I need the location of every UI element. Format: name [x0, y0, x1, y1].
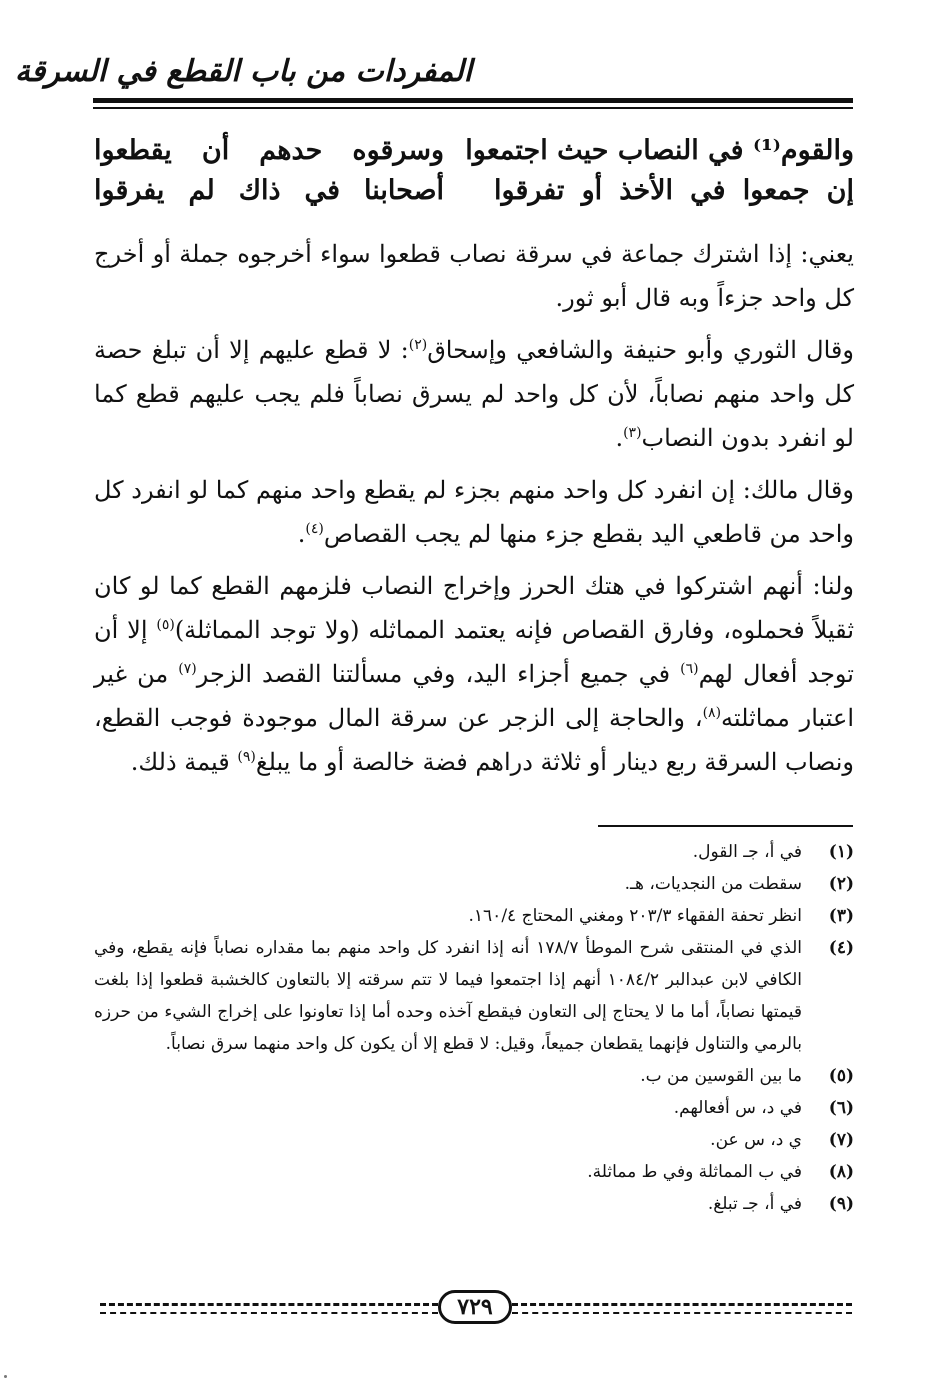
verse-line-1-left-hemistich: وسرقوه حدهم أن يقطعوا [94, 135, 444, 166]
main-body-text [94, 232, 854, 792]
page-number: ٧٢٩ [438, 1290, 512, 1324]
footnote-ref-4: (٤) [305, 521, 324, 537]
footnote-ref-8: (٨) [702, 705, 722, 721]
footnote-item [94, 868, 854, 900]
paragraph-3-text-a: وقال مالك: إن انفرد كل واحد منهم بجزء لم يقطع واحد منهم كما لو انفرد كل واحد من قاطعي اليد بقطع جزء منها لم يجب القصاص [94, 476, 854, 548]
paragraph-4-text-e: ، والحاجة إلى الزجر عن سرقة المال موجودة فوجب القطع، ونصاب السرقة ربع دينار أو ثلاثة دراهم فضة خالصة أو ما يبلغ [94, 704, 854, 776]
footnote-ref-5: (٥) [156, 617, 175, 633]
footnote-item [94, 1188, 854, 1220]
footnotes-list [94, 836, 854, 1220]
paragraph-4-text-d: من غير اعتبار مماثلته [94, 660, 855, 732]
footnote-item [94, 1124, 854, 1156]
footnote-ref-6: (٦) [680, 661, 699, 677]
header-rule [93, 98, 853, 103]
footnote-ref-3: (٣) [623, 425, 642, 441]
footnote-number: (٤) [828, 938, 854, 958]
footnote-number: (٨) [828, 1162, 854, 1182]
footnote-ref-7: (٧) [178, 661, 197, 677]
footer-dashed-rule-right [512, 1303, 852, 1306]
footnote-number: (٢) [828, 874, 854, 894]
footnote-item [94, 1092, 854, 1124]
paragraph-2 [94, 328, 854, 460]
footnote-ref-2: (٢) [408, 337, 428, 353]
verse-line-2-left-hemistich: أصحابنا في ذاك لم يفرقوا [94, 175, 444, 206]
footnote-text: في أ، جـ القول. [692, 842, 802, 862]
footnote-text: انظر تحفة الفقهاء ٢٠٣/٣ ومغني المحتاج ١٦٠/٤. [468, 906, 802, 926]
paragraph-4-text-f: قيمة ذلك. [130, 748, 238, 776]
footnote-number: (٣) [828, 906, 854, 926]
footnote-item [94, 1156, 854, 1188]
footnote-ref-9: (٩) [237, 749, 256, 765]
footnote-number: (٩) [828, 1194, 854, 1214]
paragraph-4 [94, 564, 854, 784]
paragraph-3-text-b: . [297, 520, 306, 548]
paragraph-1: يعني: إذا اشترك جماعة في سرقة نصاب قطعوا سواء أخرجوه جملة أو أخرج كل واحد جزءاً وبه قال أبو ثور. [94, 240, 854, 312]
footnote-text: في ب المماثلة وفي ط مماثلة. [587, 1162, 802, 1182]
footnote-text: ما بين القوسين من ب. [640, 1066, 802, 1086]
paragraph-3 [94, 468, 854, 556]
running-header-title: المفردات من باب القطع في السرقة [14, 54, 472, 89]
footnote-number: (١) [828, 842, 854, 862]
paragraph-2-text-a: وقال الثوري وأبو حنيفة والشافعي وإسحاق [427, 336, 854, 364]
footnote-item [94, 900, 854, 932]
paragraph-4-text-b: إلا أن توجد أفعال لهم [94, 616, 854, 688]
footer-dashed-rule-left [100, 1303, 438, 1306]
paragraph-4-text-a: ولنا: أنهم اشتركوا في هتك الحرز وإخراج النصاب فلزمهم القطع كما لو كان ثقيلاً فحملوه، وفارق القصاص فإنه يعتمد المماثله (ولا توجد المماثلة) [94, 572, 855, 644]
paragraph-4-text-c: في جميع أجزاء اليد، وفي مسألتنا القصد الزجر [196, 660, 681, 688]
footer-dashed-rule-left-lower [100, 1312, 438, 1314]
verse-line-2-right-hemistich: إن جمعوا في الأخذ أو تفرقوا [494, 175, 854, 206]
footnote-item [94, 932, 854, 1060]
footnote-text: سقطت من النجديات، هـ. [624, 874, 802, 894]
footnote-text: ي د، س عن. [710, 1130, 802, 1150]
header-rule-thin [93, 107, 853, 109]
verse-line-1-right-hemistich: والقوم⁽¹⁾ في النصاب حيث اجتمعوا [465, 135, 854, 166]
paragraph-2-text-b: : لا قطع عليهم إلا أن تبلغ حصة كل واحد منهم نصاباً، لأن كل واحد لم يسرق نصاباً فلم يجب عليهم قطع كما لو انفرد بدون النصاب [94, 336, 854, 452]
footnote-item [94, 1060, 854, 1092]
scan-speck [4, 1375, 7, 1378]
footnote-number: (٥) [828, 1066, 854, 1086]
footnote-separator [598, 825, 853, 827]
footnote-number: (٦) [828, 1098, 854, 1118]
footnote-text: الذي في المنتقى شرح الموطأ ١٧٨/٧ أنه إذا انفرد كل واحد منهم بما مقداره نصاباً فإنه يقطع، وفي الكافي لابن عبدالبر ١٠٨٤/٢ أنهم إذا اجتمعوا فيما لا تتم سرقته إلا بالتعاون كالخشبة قطعوا إذا بلغت قيمتها نصاباً، أما ما لا يحتاج إلى التعاون فيقطع آخذه وحده أما إذا تعاونوا على إخراج الشيء من حرزه بالرمي والتناول فإنهما يقطعان جميعاً، وقيل: لا قطع إلا أن يكون كل واحد منهما سرق نصاباً. [94, 938, 802, 1054]
footnote-text: في أ، جـ تبلغ. [707, 1194, 802, 1214]
footnote-item [94, 836, 854, 868]
footnote-text: في د، س أفعالهم. [673, 1098, 802, 1118]
footnote-number: (٧) [828, 1130, 854, 1150]
footer-dashed-rule-right-lower [512, 1312, 852, 1314]
paragraph-2-text-c: . [615, 424, 624, 452]
